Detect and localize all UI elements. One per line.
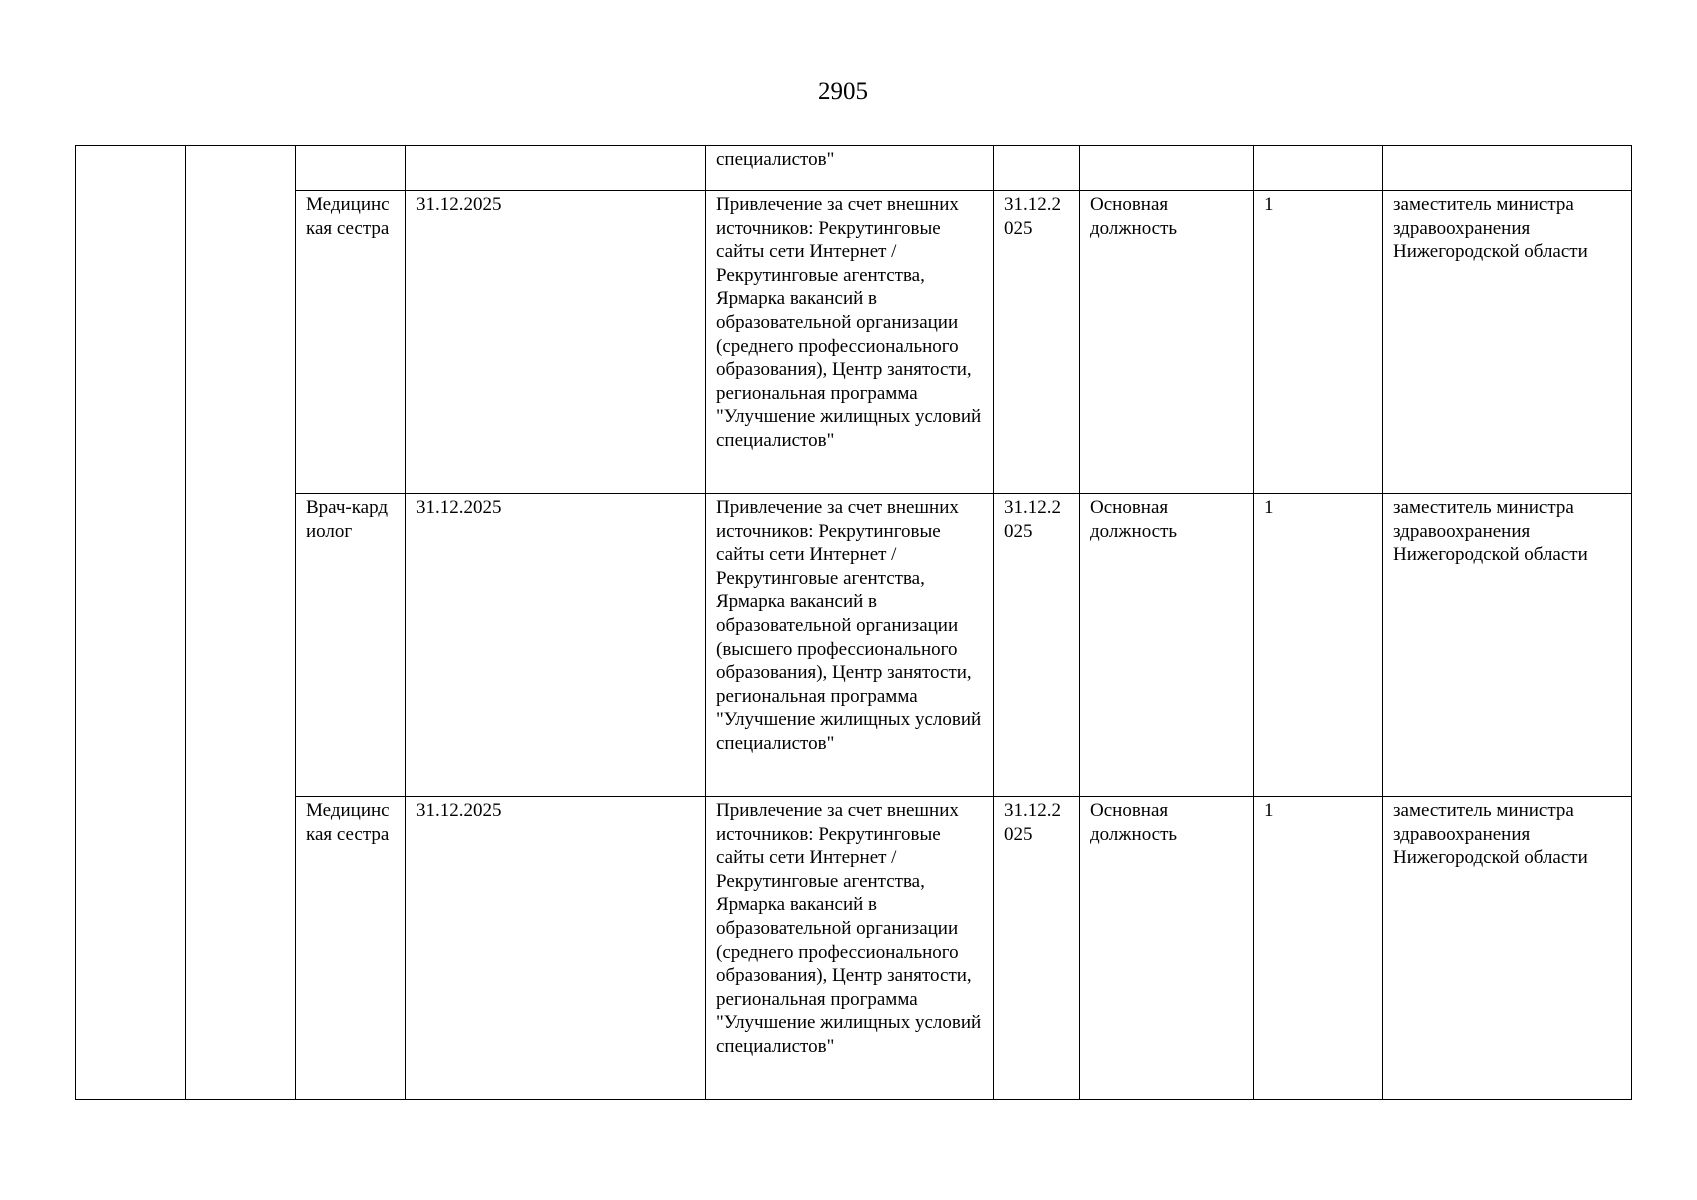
responsible-cell: заместитель министра здравоохранения Нижегородской области (1383, 797, 1632, 1100)
date-cell: 31.12.2025 (406, 191, 706, 494)
responsible-cell (1383, 146, 1632, 191)
job-type-cell: Основная должность (1080, 494, 1254, 797)
table-row-continuation (76, 146, 1632, 191)
responsible-cell: заместитель министра здравоохранения Нижегородской области (1383, 494, 1632, 797)
job-type-cell: Основная должность (1080, 191, 1254, 494)
table-row (76, 191, 1632, 494)
position-cell: Врач-кардиолог (296, 494, 406, 797)
date-cell: 31.12.2025 (406, 797, 706, 1100)
merged-cell-col2 (186, 146, 296, 1100)
merged-cell-col1 (76, 146, 186, 1100)
job-type-cell: Основная должность (1080, 797, 1254, 1100)
count-cell: 1 (1254, 797, 1383, 1100)
page-number: 2905 (818, 78, 868, 105)
position-cell: Медицинская сестра (296, 797, 406, 1100)
table-row (76, 494, 1632, 797)
table-row (76, 797, 1632, 1100)
staffing-measures-table (75, 145, 1632, 1100)
measure-cell: Привлечение за счет внешних источников: Рекрутинговые сайты сети Интернет / Рекрутинговые агентства, Ярмарка вакансий в образовательной организации (высшего профессионального образования), Центр занятости, региональная программа "Улучшение жилищных условий специалистов" (706, 494, 994, 797)
count-cell: 1 (1254, 494, 1383, 797)
position-cell (296, 146, 406, 191)
date-cell (406, 146, 706, 191)
date-cell: 31.12.2025 (406, 494, 706, 797)
job-type-cell (1080, 146, 1254, 191)
measure-cell: Привлечение за счет внешних источников: Рекрутинговые сайты сети Интернет / Рекрутинговые агентства, Ярмарка вакансий в образовательной организации (среднего профессионального образования), Центр занятости, региональная программа "Улучшение жилищных условий специалистов" (706, 797, 994, 1100)
deadline-cell: 31.12.2025 (994, 191, 1080, 494)
position-cell: Медицинская сестра (296, 191, 406, 494)
measure-cell: специалистов" (706, 146, 994, 191)
count-cell (1254, 146, 1383, 191)
deadline-cell (994, 146, 1080, 191)
measure-cell: Привлечение за счет внешних источников: Рекрутинговые сайты сети Интернет / Рекрутинговые агентства, Ярмарка вакансий в образовательной организации (среднего профессионального образования), Центр занятости, региональная программа "Улучшение жилищных условий специалистов" (706, 191, 994, 494)
count-cell: 1 (1254, 191, 1383, 494)
responsible-cell: заместитель министра здравоохранения Нижегородской области (1383, 191, 1632, 494)
deadline-cell: 31.12.2025 (994, 494, 1080, 797)
deadline-cell: 31.12.2025 (994, 797, 1080, 1100)
